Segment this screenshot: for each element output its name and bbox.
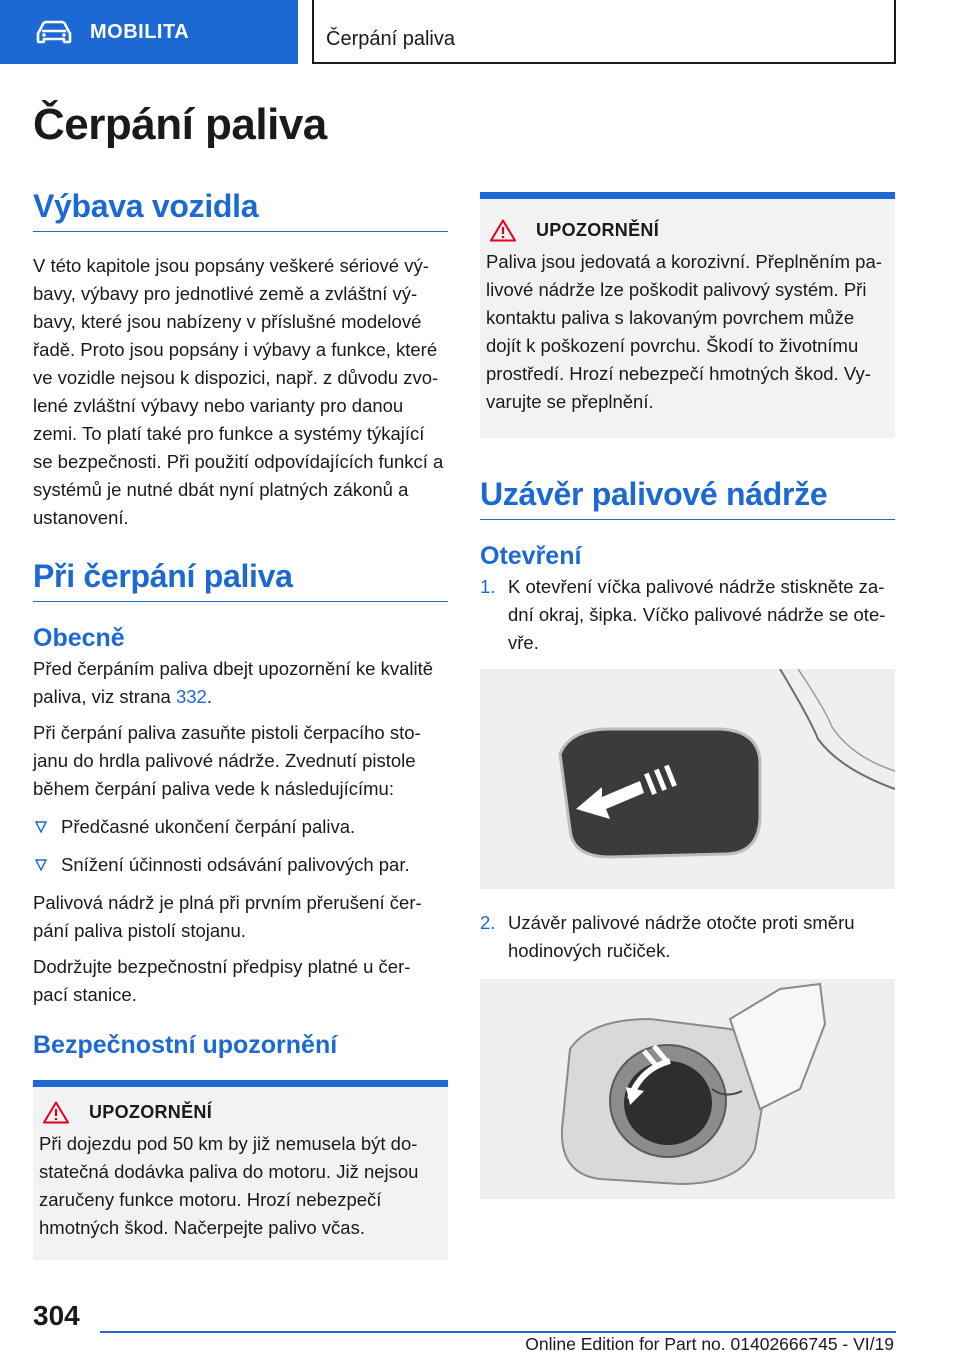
paragraph-pistole: Při čerpání paliva zasuňte pistoli čerpacího sto- janu do hrdla palivové nádrže. Zvednutí pistole během čerpání paliva vede k následujícímu: — [33, 722, 421, 799]
triangle-bullet-icon — [35, 821, 47, 833]
warning-title: UPOZORNĚNÍ — [89, 1102, 213, 1122]
heading-obecne: Obecně — [33, 624, 125, 652]
page-link-332[interactable]: 332 — [175, 686, 207, 707]
right-column — [480, 192, 895, 1219]
steps-list — [480, 573, 895, 657]
step-number: 2. — [480, 912, 496, 933]
list-item: 1. K otevření víčka palivové nádrže stiskněte za- dní okraj, šipka. Víčko palivové nádrže se ote- vře. — [480, 573, 895, 657]
heading-otevreni: Otevření — [480, 542, 582, 570]
left-column — [33, 188, 448, 1260]
heading-uzaver: Uzávěr palivové nádrže — [480, 476, 895, 520]
heading-bezpecnostni: Bezpečnostní upozornění — [33, 1031, 338, 1059]
page-title: Čerpání paliva — [33, 100, 327, 149]
page-number: 304 — [33, 1300, 80, 1331]
warning-icon — [490, 219, 516, 242]
paragraph-predpisy: Dodržujte bezpečnostní předpisy platné u čer- pací stanice. — [33, 956, 411, 1005]
warning-box — [33, 1080, 448, 1260]
list-item: 2. Uzávěr palivové nádrže otočte proti směru hodinových ručiček. — [480, 909, 895, 965]
bullet-list — [33, 813, 448, 879]
paragraph-kvalita: Před čerpáním paliva dbejt upozornění ke kvalitě paliva, viz strana 332. — [33, 658, 434, 707]
fuel-flap-illustration — [480, 669, 895, 889]
section-tab[interactable] — [0, 0, 298, 64]
fuel-cap-image — [480, 979, 895, 1199]
warning-box — [480, 192, 895, 438]
car-icon — [36, 20, 72, 44]
chapter-header — [312, 0, 896, 64]
list-item: Snížení účinnosti odsávání palivových par. — [33, 851, 448, 879]
fuel-flap-image — [480, 669, 895, 889]
warning-icon — [43, 1101, 69, 1124]
step-number: 1. — [480, 576, 496, 597]
fuel-cap-illustration — [480, 979, 895, 1199]
warning-title: UPOZORNĚNÍ — [536, 220, 660, 240]
list-item: Předčasné ukončení čerpání paliva. — [33, 813, 448, 841]
paragraph-vybava: V této kapitole jsou popsány veškeré sériové vý- bavy, výbavy pro jednotlivé země a zvláštní vý- bavy, které jsou nabízeny v příslušné modelové řadě. Proto jsou popsány i výbavy a funkce, které ve vozidle nejsou k dispozici, např. z důvodu zvo- lené zvláštní výbavy nebo varianty pro danou zemi. To platí také pro funkce a systémy týkající se bezpečnosti. Při použití odpovídajících funkcí a systémů je nutné dbát nyní platných zákonů a ustanovení. — [33, 255, 444, 528]
edition-note: Online Edition for Part no. 01402666745 - VI/19 — [525, 1334, 894, 1354]
paragraph-plna-nadrz: Palivová nádrž je plná při prvním přerušení čer- pání paliva pistolí stojanu. — [33, 892, 422, 941]
triangle-bullet-icon — [35, 859, 47, 871]
heading-vybava-vozidla: Výbava vozidla — [33, 188, 448, 232]
warning-text: Při dojezdu pod 50 km by již nemusela být do- statečná dodávka paliva do motoru. Již nejsou zaručeny funkce motoru. Hrozí nebezpečí hmotných škod. Načerpejte palivo včas. — [39, 1133, 419, 1238]
warning-text: Paliva jsou jedovatá a korozivní. Přeplněním pa- livové nádrže lze poškodit palivový systém. Při kontaktu paliva s lakovaným povrchem může dojít k poškození povrchu. Škodí to životnímu prostředí. Hrozí nebezpečí hmotných škod. Vy- varujte se přeplnění. — [486, 251, 882, 412]
steps-list — [480, 909, 895, 965]
chapter-label: Čerpání paliva — [326, 28, 455, 50]
footer-divider — [100, 1331, 896, 1333]
heading-pri-cerpani: Při čerpání paliva — [33, 558, 448, 602]
section-label: MOBILITA — [90, 20, 190, 43]
